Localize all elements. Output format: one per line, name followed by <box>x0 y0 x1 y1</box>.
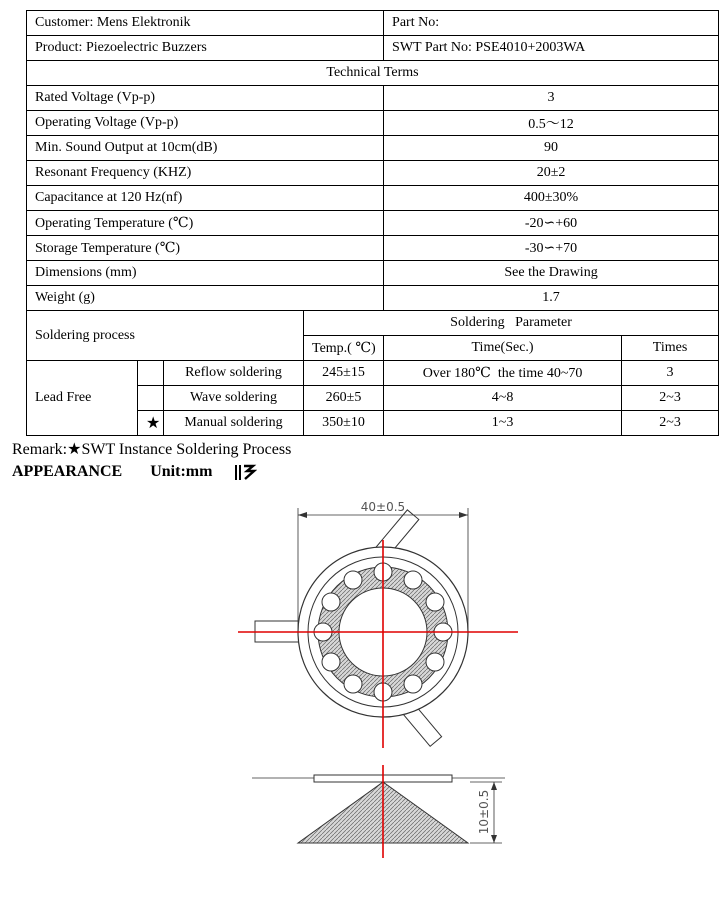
spec-label: Weight (g) <box>27 286 384 311</box>
spec-value: -20∽+60 <box>384 211 719 236</box>
col-time-header: Time(Sec.) <box>384 336 622 361</box>
side-view <box>252 765 505 858</box>
col-temp-header: Temp.( ℃) <box>304 336 384 361</box>
vent-hole <box>344 675 362 693</box>
vent-hole <box>404 675 422 693</box>
soldering-temp: 350±10 <box>304 411 384 436</box>
customer-row <box>27 11 719 36</box>
spec-value: 0.5～12 <box>384 111 719 136</box>
spec-label: Rated Voltage (Vp-p) <box>27 86 384 111</box>
spec-value: -30∽+70 <box>384 236 719 261</box>
swt-part-no-cell: SWT Part No: PSE4010+2003WA <box>384 36 719 61</box>
soldering-time: Over 180℃ the time 40~70 <box>384 361 622 386</box>
unit-label: Unit:mm <box>150 463 213 480</box>
height-label: 10±0.5 <box>477 789 491 835</box>
spec-value: 3 <box>384 86 719 111</box>
soldering-time: 4~8 <box>384 386 622 411</box>
spec-label: Min. Sound Output at 10cm(dB) <box>27 136 384 161</box>
unit-glyph-icon <box>233 462 257 482</box>
lead-free-label: Lead Free <box>27 361 138 436</box>
soldering-times: 2~3 <box>622 386 719 411</box>
spec-label: Capacitance at 120 Hz(nf) <box>27 186 384 211</box>
spec-label: Operating Temperature (℃) <box>27 211 384 236</box>
appearance-drawing <box>230 490 530 870</box>
remark-text: Remark:★SWT Instance Soldering Process <box>12 441 292 458</box>
appearance-title: APPEARANCE <box>12 463 123 480</box>
vent-hole <box>404 571 422 589</box>
spec-label: Dimensions (mm) <box>27 261 384 286</box>
spec-row <box>27 161 719 186</box>
soldering-parameter-title: Soldering Parameter <box>304 311 719 336</box>
soldering-method: Manual soldering <box>164 411 304 436</box>
customer-cell: Customer: Mens Elektronik <box>27 11 384 36</box>
spec-value: 1.7 <box>384 286 719 311</box>
soldering-temp: 260±5 <box>304 386 384 411</box>
vent-hole <box>426 593 444 611</box>
spec-label: Operating Voltage (Vp-p) <box>27 111 384 136</box>
spec-row <box>27 136 719 161</box>
spec-row <box>27 261 719 286</box>
soldering-mark <box>138 386 164 411</box>
soldering-header-row <box>27 311 719 336</box>
spec-row <box>27 111 719 136</box>
vent-hole <box>322 593 340 611</box>
soldering-method: Reflow soldering <box>164 361 304 386</box>
spec-row <box>27 286 719 311</box>
soldering-times: 2~3 <box>622 411 719 436</box>
part-no-cell: Part No: <box>384 11 719 36</box>
vent-hole <box>322 653 340 671</box>
spec-table <box>26 10 719 436</box>
vent-hole <box>344 571 362 589</box>
spec-value: 400±30% <box>384 186 719 211</box>
vent-hole <box>426 653 444 671</box>
product-cell: Product: Piezoelectric Buzzers <box>27 36 384 61</box>
soldering-times: 3 <box>622 361 719 386</box>
technical-terms-row <box>27 61 719 86</box>
col-times-header: Times <box>622 336 719 361</box>
spec-row <box>27 236 719 261</box>
technical-terms-title: Technical Terms <box>27 61 719 86</box>
spec-label: Resonant Frequency (KHZ) <box>27 161 384 186</box>
soldering-temp: 245±15 <box>304 361 384 386</box>
soldering-method: Wave soldering <box>164 386 304 411</box>
star-mark: ★ <box>138 411 164 436</box>
spec-row <box>27 211 719 236</box>
top-view <box>238 500 518 748</box>
spec-label: Storage Temperature (℃) <box>27 236 384 261</box>
spec-value: 90 <box>384 136 719 161</box>
soldering-time: 1~3 <box>384 411 622 436</box>
spec-value: See the Drawing <box>384 261 719 286</box>
soldering-mark <box>138 361 164 386</box>
spec-row <box>27 86 719 111</box>
soldering-row <box>27 361 719 386</box>
product-row <box>27 36 719 61</box>
soldering-process-label: Soldering process <box>27 311 304 361</box>
diameter-label: 40±0.5 <box>360 500 406 514</box>
spec-row <box>27 186 719 211</box>
appearance-heading <box>12 463 212 481</box>
spec-value: 20±2 <box>384 161 719 186</box>
